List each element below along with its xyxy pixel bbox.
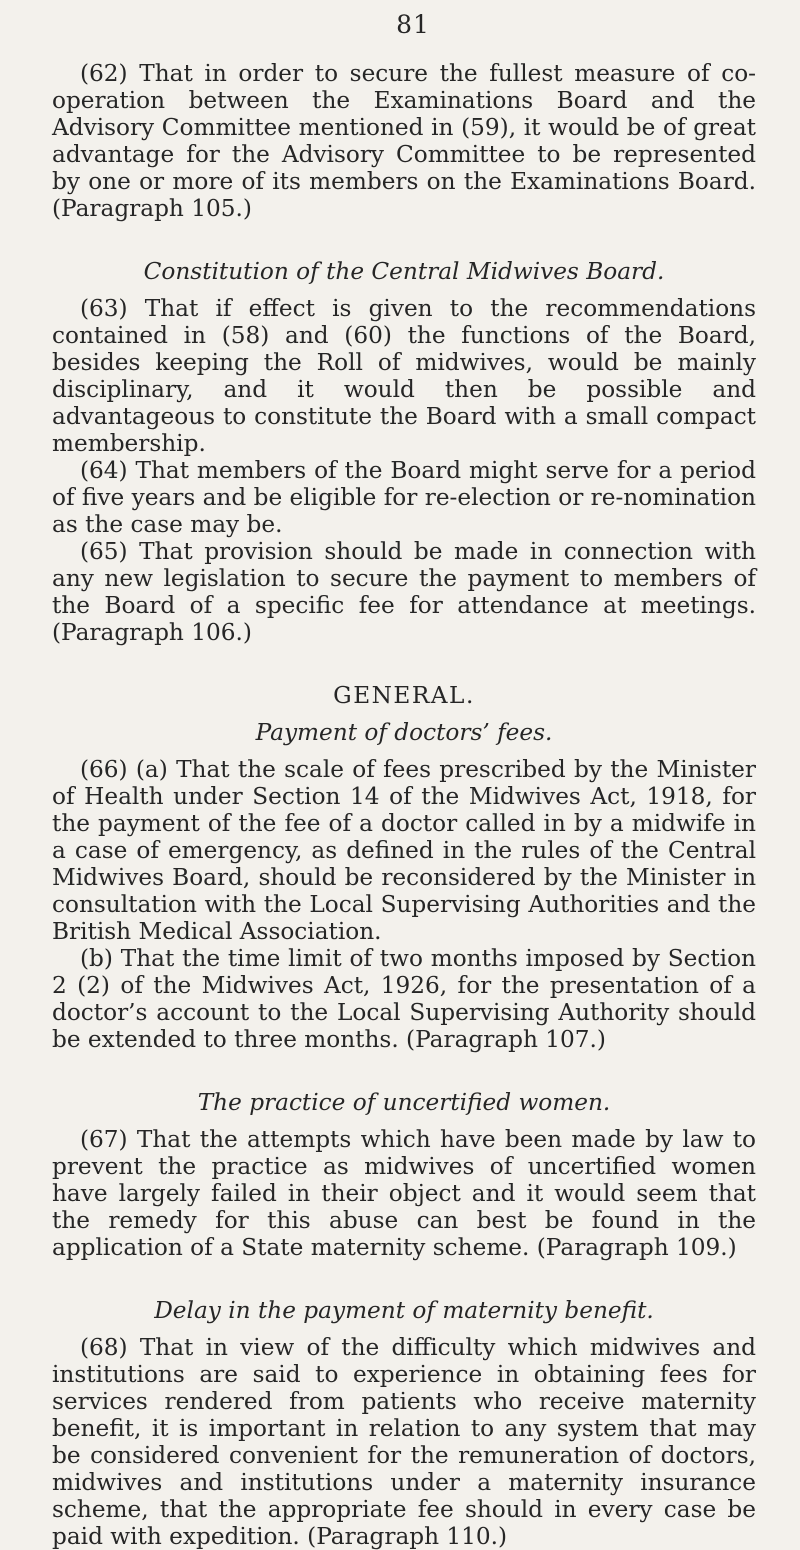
spacer <box>52 1116 756 1126</box>
heading-constitution: Constitution of the Central Midwives Board. <box>143 258 665 285</box>
paragraph-65: (65) That provision should be made in connection with any new legislation to secure the payment to members of the Board of a specific fee for attendance at meetings. (Paragraph 106.) <box>52 538 756 646</box>
paragraph-63: (63) That if effect is given to the recommendations contained in (58) and (60) the functions of the Board, besides keeping the Roll of midwives, would be mainly disciplinary, and it would then be possible and advantageous to constitute the Board with a small compact membership. <box>52 295 756 457</box>
spacer <box>52 1324 756 1334</box>
spacer <box>52 746 756 756</box>
spacer <box>52 1261 756 1297</box>
spacer <box>52 285 756 295</box>
spacer <box>52 1053 756 1089</box>
paragraph-62: (62) That in order to secure the fullest measure of co-operation between the Examinations Board and the Advisory Committee mentioned in (59), it would be of great advantage for the Advisory Committee to be represented by one or more of its members on the Examinations Board. (Paragraph 105.) <box>52 60 756 222</box>
paragraph-67: (67) That the attempts which have been made by law to prevent the practice as midwives of uncertified women have largely failed in their object and it would seem that the remedy for this abuse can best be found in the application of a State maternity scheme. (Paragraph 109.) <box>52 1126 756 1261</box>
heading-general: GENERAL. <box>333 682 475 709</box>
spacer <box>52 709 756 719</box>
spacer <box>52 646 756 682</box>
page-number: 81 <box>396 10 430 39</box>
heading-practice-of-uncertified-women: The practice of uncertified women. <box>197 1089 611 1116</box>
paragraph-66a: (66) (a) That the scale of fees prescribed by the Minister of Health under Section 14 of the Midwives Act, 1918, for the payment of the fee of a doctor called in by a midwife in a case of emergency, as defined in the rules of the Central Midwives Board, should be reconsidered by the Minister in consultation with the Local Supervising Authorities and the British Medical Association. <box>52 756 756 945</box>
spacer <box>52 222 756 258</box>
paragraph-66b: (b) That the time limit of two months imposed by Section 2 (2) of the Midwives Act, 1926, for the presentation of a doctor’s account to the Local Supervising Authority should be extended to three months. (Paragraph 107.) <box>52 945 756 1053</box>
heading-payment-of-doctors-fees: Payment of doctors’ fees. <box>255 719 553 746</box>
heading-delay-in-maternity-benefit: Delay in the payment of maternity benefit. <box>154 1297 654 1324</box>
paragraph-64: (64) That members of the Board might serve for a period of five years and be eligible for re-election or re-nomination as the case may be. <box>52 457 756 538</box>
paragraph-68: (68) That in view of the difficulty which midwives and institutions are said to experience in obtaining fees for services rendered from patients who receive maternity benefit, it is important in relation to any system that may be considered convenient for the remuneration of doctors, midwives and institutions under a maternity insurance scheme, that the appropriate fee should in every case be paid with expedition. (Paragraph 110.) <box>52 1334 756 1550</box>
